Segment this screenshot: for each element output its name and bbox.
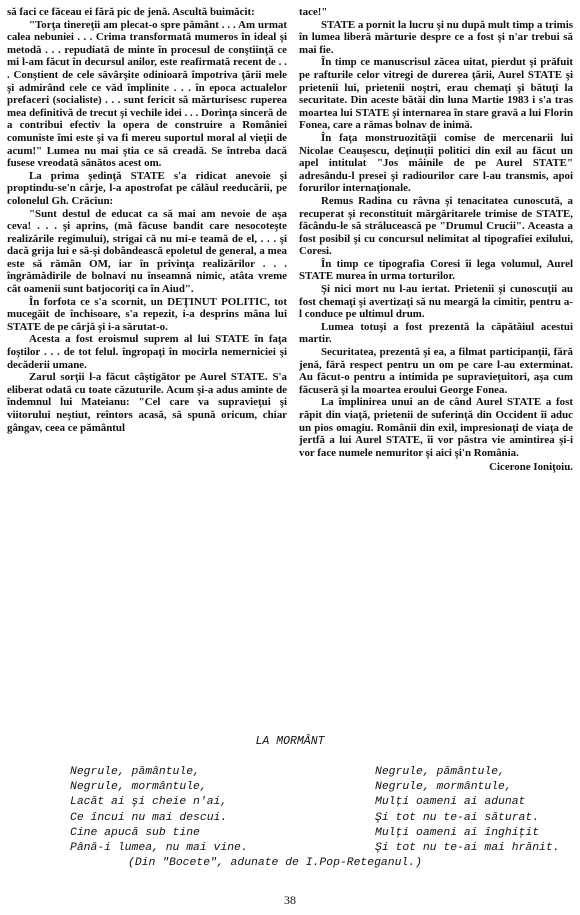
article-paragraph: În timp ce tipografia Coresi îi lega volumul, Aurel STATE murea în urma torturilor. bbox=[299, 257, 573, 283]
article-paragraph: Şi nici mort nu l-au iertat. Prietenii şi cunoscuţii au fost chemaţi şi avertizaţi să nu meargă la cimitir, pentru a-l conduce pe ultimul drum. bbox=[299, 283, 573, 321]
article-paragraph: În forfota ce s'a scornit, un DEŢINUT POLITIC, tot mucegăit de închisoare, s'a repezit, i-a desprins mâna lui STATE de pe cârjă şi i-a sărutat-o. bbox=[7, 295, 287, 333]
article-paragraph: tace!" bbox=[299, 6, 328, 18]
poem-line: Negrule, mormântule, bbox=[70, 781, 207, 794]
poem-line: Lacăt ai şi cheie n'ai, bbox=[70, 796, 228, 809]
article-paragraph: În timp ce manuscrisul zăcea uitat, pierdut şi prăfuit pe rafturile celor vitregi de durerea ţării, Aurel STATE şi prietenii lui, prietenii noştri, erau chemaţi şi bătuţi la securitate. Din aceste bătăi din luna Martie 1983 i s'a tras moartea lui STATE şi internarea în stare gravă a lui Florin Fonea, care a rămas bolnav de inimă. bbox=[299, 56, 573, 132]
article-paragraph: Zarul sorţii l-a făcut câştigător pe Aurel STATE. S'a eliberat odată cu toate căzuturile. Acum şi-a adus aminte de îndemnul lui Mateianu: "Cel care va supravieţui şi viitorului neştiut, reîntors acasă, să spună oricum, chiar gângav, ceea ce pământul bbox=[7, 371, 287, 434]
article-paragraph: La împlinirea unui an de când Aurel STATE a fost răpit din viaţă, prietenii de suferinţă din Occident îi aduc un pios omagiu. Românii din exil, impresionaţi de viaţa de jertfă a lui Aurel STATE, îi vor păstra vie amintirea şi-i vor face numele nemuritor şi aici şi'n România. bbox=[299, 396, 573, 459]
article-paragraph: La prima şedinţă STATE s'a ridicat anevoie şi proptindu-se'n cârje, l-a apostrofat pe călăul reeducării, pe colonelul Gh. Crăciun: bbox=[7, 169, 287, 207]
poem-line: Negrule, pământule, bbox=[375, 766, 505, 778]
author-signature: Cicerone Ioniţoiu. bbox=[489, 461, 573, 474]
poem-left-stanza bbox=[70, 765, 248, 856]
poem-line: Ce încui nu mai descui. bbox=[70, 811, 228, 824]
article-paragraph: Lumea totuşi a fost prezentă la căpătâiul acestui martir. bbox=[299, 320, 573, 346]
poem-title: LA MORMÂNT bbox=[255, 735, 325, 748]
page-number: 38 bbox=[284, 893, 296, 907]
article-paragraph: Remus Radina cu râvna şi tenacitatea cunoscută, a recuperat şi reconstituit mărgăritarele trimise de STATE, făcându-le să strălucească pe "Drumul Crucii". Aceasta a fost posibil şi cu concursul nelimitat al tipografiei exilului, Coresi. bbox=[299, 194, 573, 258]
article-paragraph: STATE a pornit la lucru şi nu după mult timp a trimis în lumea liberă mărturie despre ce a fost şi n'ar trebui să mai fie. bbox=[299, 18, 573, 56]
poem-line: Negrule, pământule, bbox=[70, 766, 200, 778]
article-left-column bbox=[7, 6, 287, 434]
article-paragraph: Acesta a fost eroismul suprem al lui STATE în faţa foştilor . . . de tot felul. îngropaţi în mocirla nemerniciei şi decăderii umane. bbox=[7, 333, 287, 371]
article-paragraph: "Torţa tinereţii am plecat-o spre pământ . . . Am urmat calea nebuniei . . . Crima transformată mumeros în ideal şi metodă . . . repudiată de minte în procesul de conştiinţă ce mi l-am făcut în decursul anilor, este reafirmată recent de . . . Conştient de cele săvârşite odinioară împotriva ţării mele şi admirând cele ce văd împlinite . . . în epoca actualelor prefaceri (socialiste) . . . sunt fericit să mărturisesc ruperea mea definitivă de trecut şi vechile idei . . . Dorinţa sinceră de a contribui efectiv la opera de construire a României comuniste îmi este şi va fi mereu suportul moral al vieţii de acum!" Lumea nu mai ştia ce să creadă. Se întreba dacă fusese vreodată sănătos acest om. bbox=[7, 18, 287, 170]
poem-line: Şi tot nu te-ai săturat. bbox=[375, 811, 540, 824]
poem-line: Cine apucă sub tine bbox=[70, 826, 200, 839]
article-paragraph: "Sunt destul de educat ca să mai am nevoie de aşa ceva! . . . şi aprins, (mă făcuse bandit care nesocoteşte realizările regimului), strigai că nu mi-e teamă de el, . . . şi dacă grija lui e să-şi dobândească epoletul de general, a mea este să rămân OM, iar în privinţa realizărilor . . . îngrămădirile de bolnavi nu înseamnă nimic, atâta vreme cât oamenii sunt batjocoriţi ca în Aiud". bbox=[7, 207, 287, 296]
poem-line: Negrule, mormântule, bbox=[375, 781, 512, 794]
poem-line: Şi tot nu te-ai mai hrănit. bbox=[375, 842, 560, 855]
poem-line: Până-i lumea, nu mai vine. bbox=[70, 842, 248, 855]
poem-line: Mulţi oameni ai înghiţit bbox=[375, 826, 540, 839]
poem-source: (Din "Bocete", adunate de I.Pop-Reteganul.) bbox=[128, 857, 422, 869]
poem-right-stanza bbox=[375, 765, 560, 856]
poem-line: Mulţi oameni ai adunat bbox=[375, 796, 526, 809]
article-right-column bbox=[299, 6, 573, 474]
article-paragraph: În faţa monstruozităţii comise de mercenarii lui Nicolae Ceauşescu, deţinuţii politici din exil au făcut un apel intitulat "Jos mâinile de pe Aurel STATE" adresându-l presei şi radiourilor care l-au transmis, apoi forurilor internaţionale. bbox=[299, 131, 573, 195]
article-paragraph: să faci ce făceau ei fără pic de jenă. Ascultă buimăcit: bbox=[7, 6, 255, 18]
article-paragraph: Securitatea, prezentă şi ea, a filmat participanţii, fără jenă, fără respect pentru un om pe care l-au exterminat. Au făcut-o pentru a intimida pe supravieţuitori, aşa cum făcuseră şi la moartea eroului George Fonea. bbox=[299, 346, 573, 396]
